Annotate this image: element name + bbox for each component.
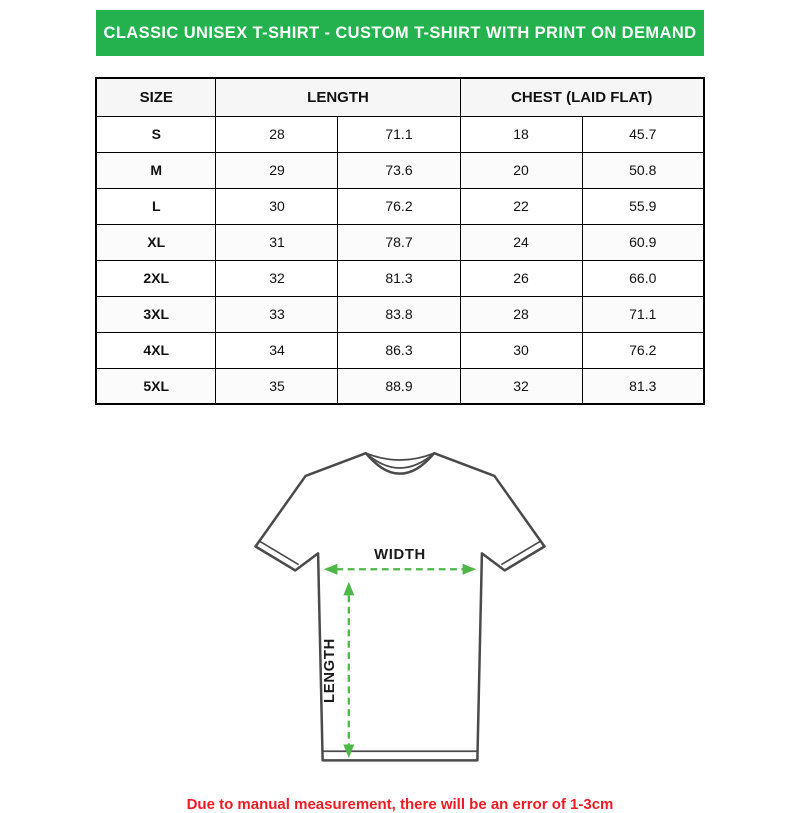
length-cm-cell: 83.8 [338, 296, 460, 332]
length-cm-cell: 81.3 [338, 260, 460, 296]
tshirt-diagram-svg [235, 435, 565, 782]
chest-in-cell: 22 [460, 188, 582, 224]
col-header-length: LENGTH [216, 78, 460, 116]
length-cm-cell: 73.6 [338, 152, 460, 188]
chest-in-cell: 32 [460, 368, 582, 404]
length-cm-cell: 76.2 [338, 188, 460, 224]
chest-cm-cell: 55.9 [582, 188, 704, 224]
length-in-cell: 33 [216, 296, 338, 332]
table-row [96, 296, 704, 332]
length-in-cell: 28 [216, 116, 338, 152]
chest-cm-cell: 71.1 [582, 296, 704, 332]
size-cell: 4XL [96, 332, 216, 368]
col-header-size: SIZE [96, 78, 216, 116]
chest-in-cell: 20 [460, 152, 582, 188]
collar-back-seam [366, 453, 434, 460]
chest-in-cell: 18 [460, 116, 582, 152]
chest-cm-cell: 81.3 [582, 368, 704, 404]
size-cell: S [96, 116, 216, 152]
chest-in-cell: 24 [460, 224, 582, 260]
measurement-disclaimer: Due to manual measurement, there will be an error of 1-3cm [186, 796, 614, 813]
table-row [96, 116, 704, 152]
size-table [95, 77, 705, 405]
table-row [96, 260, 704, 296]
length-in-cell: 35 [216, 368, 338, 404]
table-row [96, 332, 704, 368]
length-in-cell: 34 [216, 332, 338, 368]
chest-cm-cell: 50.8 [582, 152, 704, 188]
chest-in-cell: 30 [460, 332, 582, 368]
length-cm-cell: 86.3 [338, 332, 460, 368]
length-in-cell: 31 [216, 224, 338, 260]
length-label: LENGTH [322, 638, 339, 703]
chest-cm-cell: 45.7 [582, 116, 704, 152]
chest-in-cell: 26 [460, 260, 582, 296]
size-cell: 5XL [96, 368, 216, 404]
chest-in-cell: 28 [460, 296, 582, 332]
col-header-chest: CHEST (LAID FLAT) [460, 78, 704, 116]
table-row [96, 224, 704, 260]
length-in-cell: 32 [216, 260, 338, 296]
table-row [96, 152, 704, 188]
length-in-cell: 29 [216, 152, 338, 188]
size-cell: L [96, 188, 216, 224]
tshirt-outline [256, 453, 545, 760]
size-cell: 2XL [96, 260, 216, 296]
length-cm-cell: 78.7 [338, 224, 460, 260]
tshirt-measurement-diagram [235, 435, 565, 782]
table-row [96, 368, 704, 404]
size-cell: XL [96, 224, 216, 260]
chest-cm-cell: 60.9 [582, 224, 704, 260]
length-cm-cell: 71.1 [338, 116, 460, 152]
table-header-row [96, 78, 704, 116]
width-label: WIDTH [374, 547, 426, 564]
chest-cm-cell: 76.2 [582, 332, 704, 368]
size-cell: 3XL [96, 296, 216, 332]
size-cell: M [96, 152, 216, 188]
table-row [96, 188, 704, 224]
chest-cm-cell: 66.0 [582, 260, 704, 296]
length-cm-cell: 88.9 [338, 368, 460, 404]
page-title: CLASSIC UNISEX T-SHIRT - CUSTOM T-SHIRT WITH PRINT ON DEMAND [96, 10, 704, 56]
length-in-cell: 30 [216, 188, 338, 224]
